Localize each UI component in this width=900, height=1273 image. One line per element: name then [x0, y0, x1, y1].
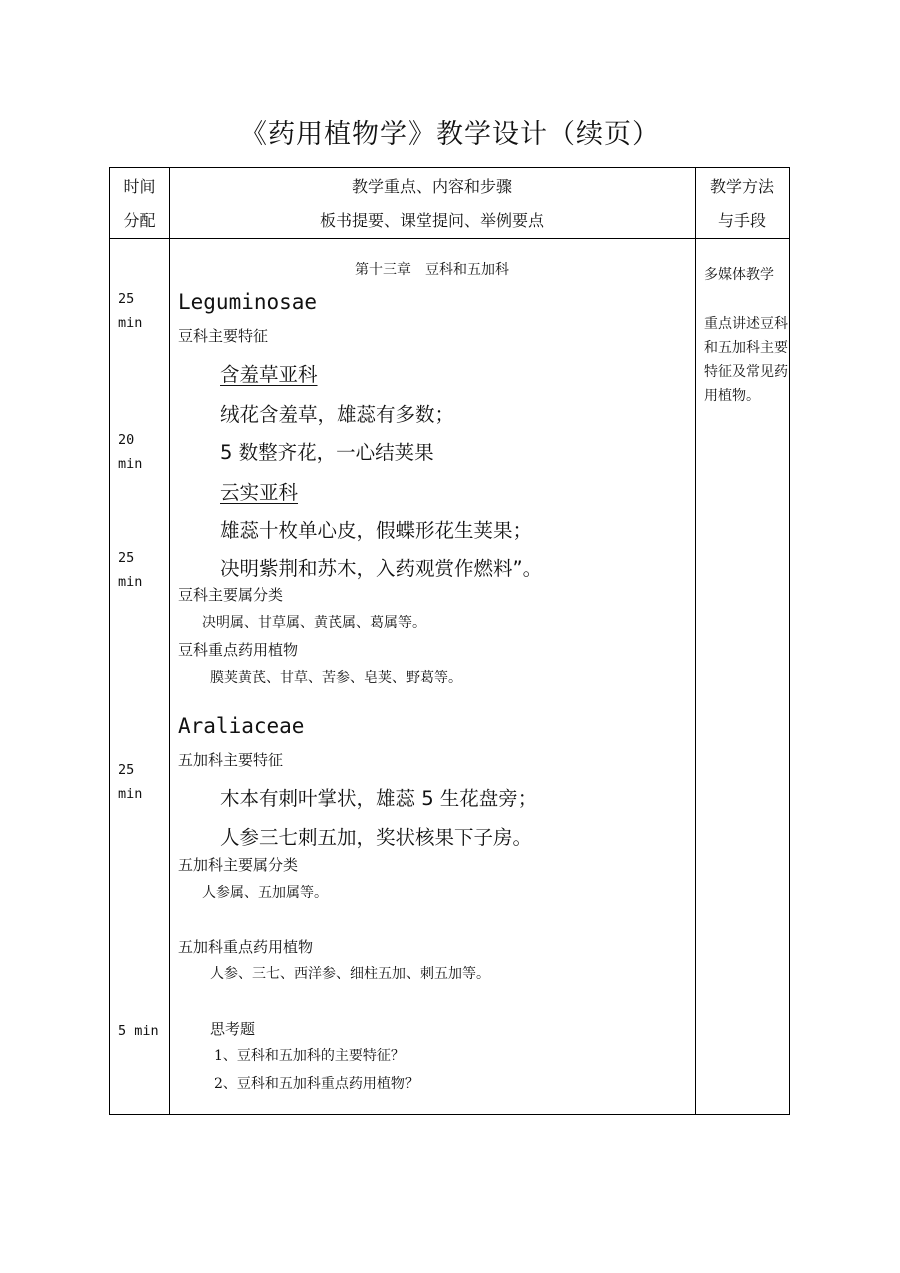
- legume-genera: 决明属、甘草属、黄芪属、葛属等。: [202, 615, 426, 631]
- lesson-plan-table: [109, 167, 790, 1115]
- question-item-1: 1、豆科和五加科的主要特征？: [214, 1048, 405, 1064]
- caesalpinioideae-line-1: 雄蕊十枚单心皮，假蝶形花生荚果；: [220, 519, 533, 542]
- time-unit: min: [118, 574, 143, 590]
- time-unit: min: [118, 315, 143, 331]
- araliaceae-latin-name: Araliaceae: [178, 714, 305, 738]
- header-time-allocation: [110, 170, 169, 238]
- araliaceae-genera: 人参属、五加属等。: [202, 885, 328, 901]
- legume-features-heading: 豆科主要特征: [178, 327, 269, 345]
- time-value: 20: [118, 432, 135, 448]
- mimosoideae-line-2: 5 数整齐花，一心结荚果: [220, 441, 434, 464]
- header-content: [169, 170, 695, 238]
- time-slot-5: [118, 1019, 159, 1043]
- araliaceae-line-1: 木本有刺叶掌状，雄蕊 5 生花盘旁；: [220, 787, 538, 810]
- time-unit: min: [118, 786, 143, 802]
- header-divider: [110, 238, 789, 239]
- caesalpinioideae-line-2: 决明紫荆和苏木，入药观赏作燃料”。: [220, 557, 543, 580]
- column-divider-2: [695, 168, 696, 1114]
- time-slot-3: [118, 546, 142, 594]
- column-divider-1: [169, 168, 170, 1114]
- header-content-line1: 教学重点、内容和步骤: [351, 177, 512, 196]
- time-unit: min: [118, 456, 143, 472]
- mimosoideae-line-1: 绒花含羞草，雄蕊有多数；: [220, 403, 455, 426]
- araliaceae-plants-heading: 五加科重点药用植物: [178, 938, 314, 956]
- caesalpinioideae-title: 云实亚科: [220, 481, 299, 504]
- header-time-line2: 分配: [123, 211, 156, 230]
- question-item-2: 2、豆科和五加科重点药用植物？: [214, 1076, 419, 1092]
- legume-latin-name: Leguminosae: [178, 290, 318, 314]
- header-time-line1: 时间: [123, 177, 156, 196]
- araliaceae-line-2: 人参三七刺五加，奖状核果下子房。: [220, 826, 533, 849]
- time-slot-2: [118, 428, 142, 476]
- araliaceae-features-heading: 五加科主要特征: [178, 751, 284, 769]
- time-slot-1: [118, 287, 142, 335]
- time-value: 25: [118, 550, 135, 566]
- header-methods-line2: 与手段: [717, 211, 766, 230]
- mimosoideae-title: 含羞草亚科: [220, 363, 318, 386]
- header-methods-line1: 教学方法: [709, 177, 774, 196]
- chapter-title: 第十三章 豆科和五加科: [355, 262, 509, 278]
- page-title: 《药用植物学》教学设计（续页）: [240, 119, 660, 150]
- method-description: 重点讲述豆科和五加科主要特征及常见药用植物。: [704, 316, 788, 404]
- header-content-line2: 板书提要、课堂提问、举例要点: [319, 211, 544, 230]
- questions-heading: 思考题: [210, 1020, 256, 1038]
- time-value: 25: [118, 762, 135, 778]
- time-slot-4: [118, 758, 142, 806]
- time-value: 25: [118, 291, 135, 307]
- legume-plants-heading: 豆科重点药用植物: [178, 641, 299, 659]
- method-multimedia: 多媒体教学: [704, 267, 774, 283]
- header-methods: [695, 170, 789, 238]
- time-value: 5 min: [118, 1023, 159, 1039]
- araliaceae-plants: 人参、三七、西洋参、细柱五加、刺五加等。: [210, 966, 490, 982]
- legume-plants: 膜荚黄芪、甘草、苦参、皂荚、野葛等。: [210, 670, 462, 686]
- legume-genera-heading: 豆科主要属分类: [178, 586, 284, 604]
- araliaceae-genera-heading: 五加科主要属分类: [178, 856, 299, 874]
